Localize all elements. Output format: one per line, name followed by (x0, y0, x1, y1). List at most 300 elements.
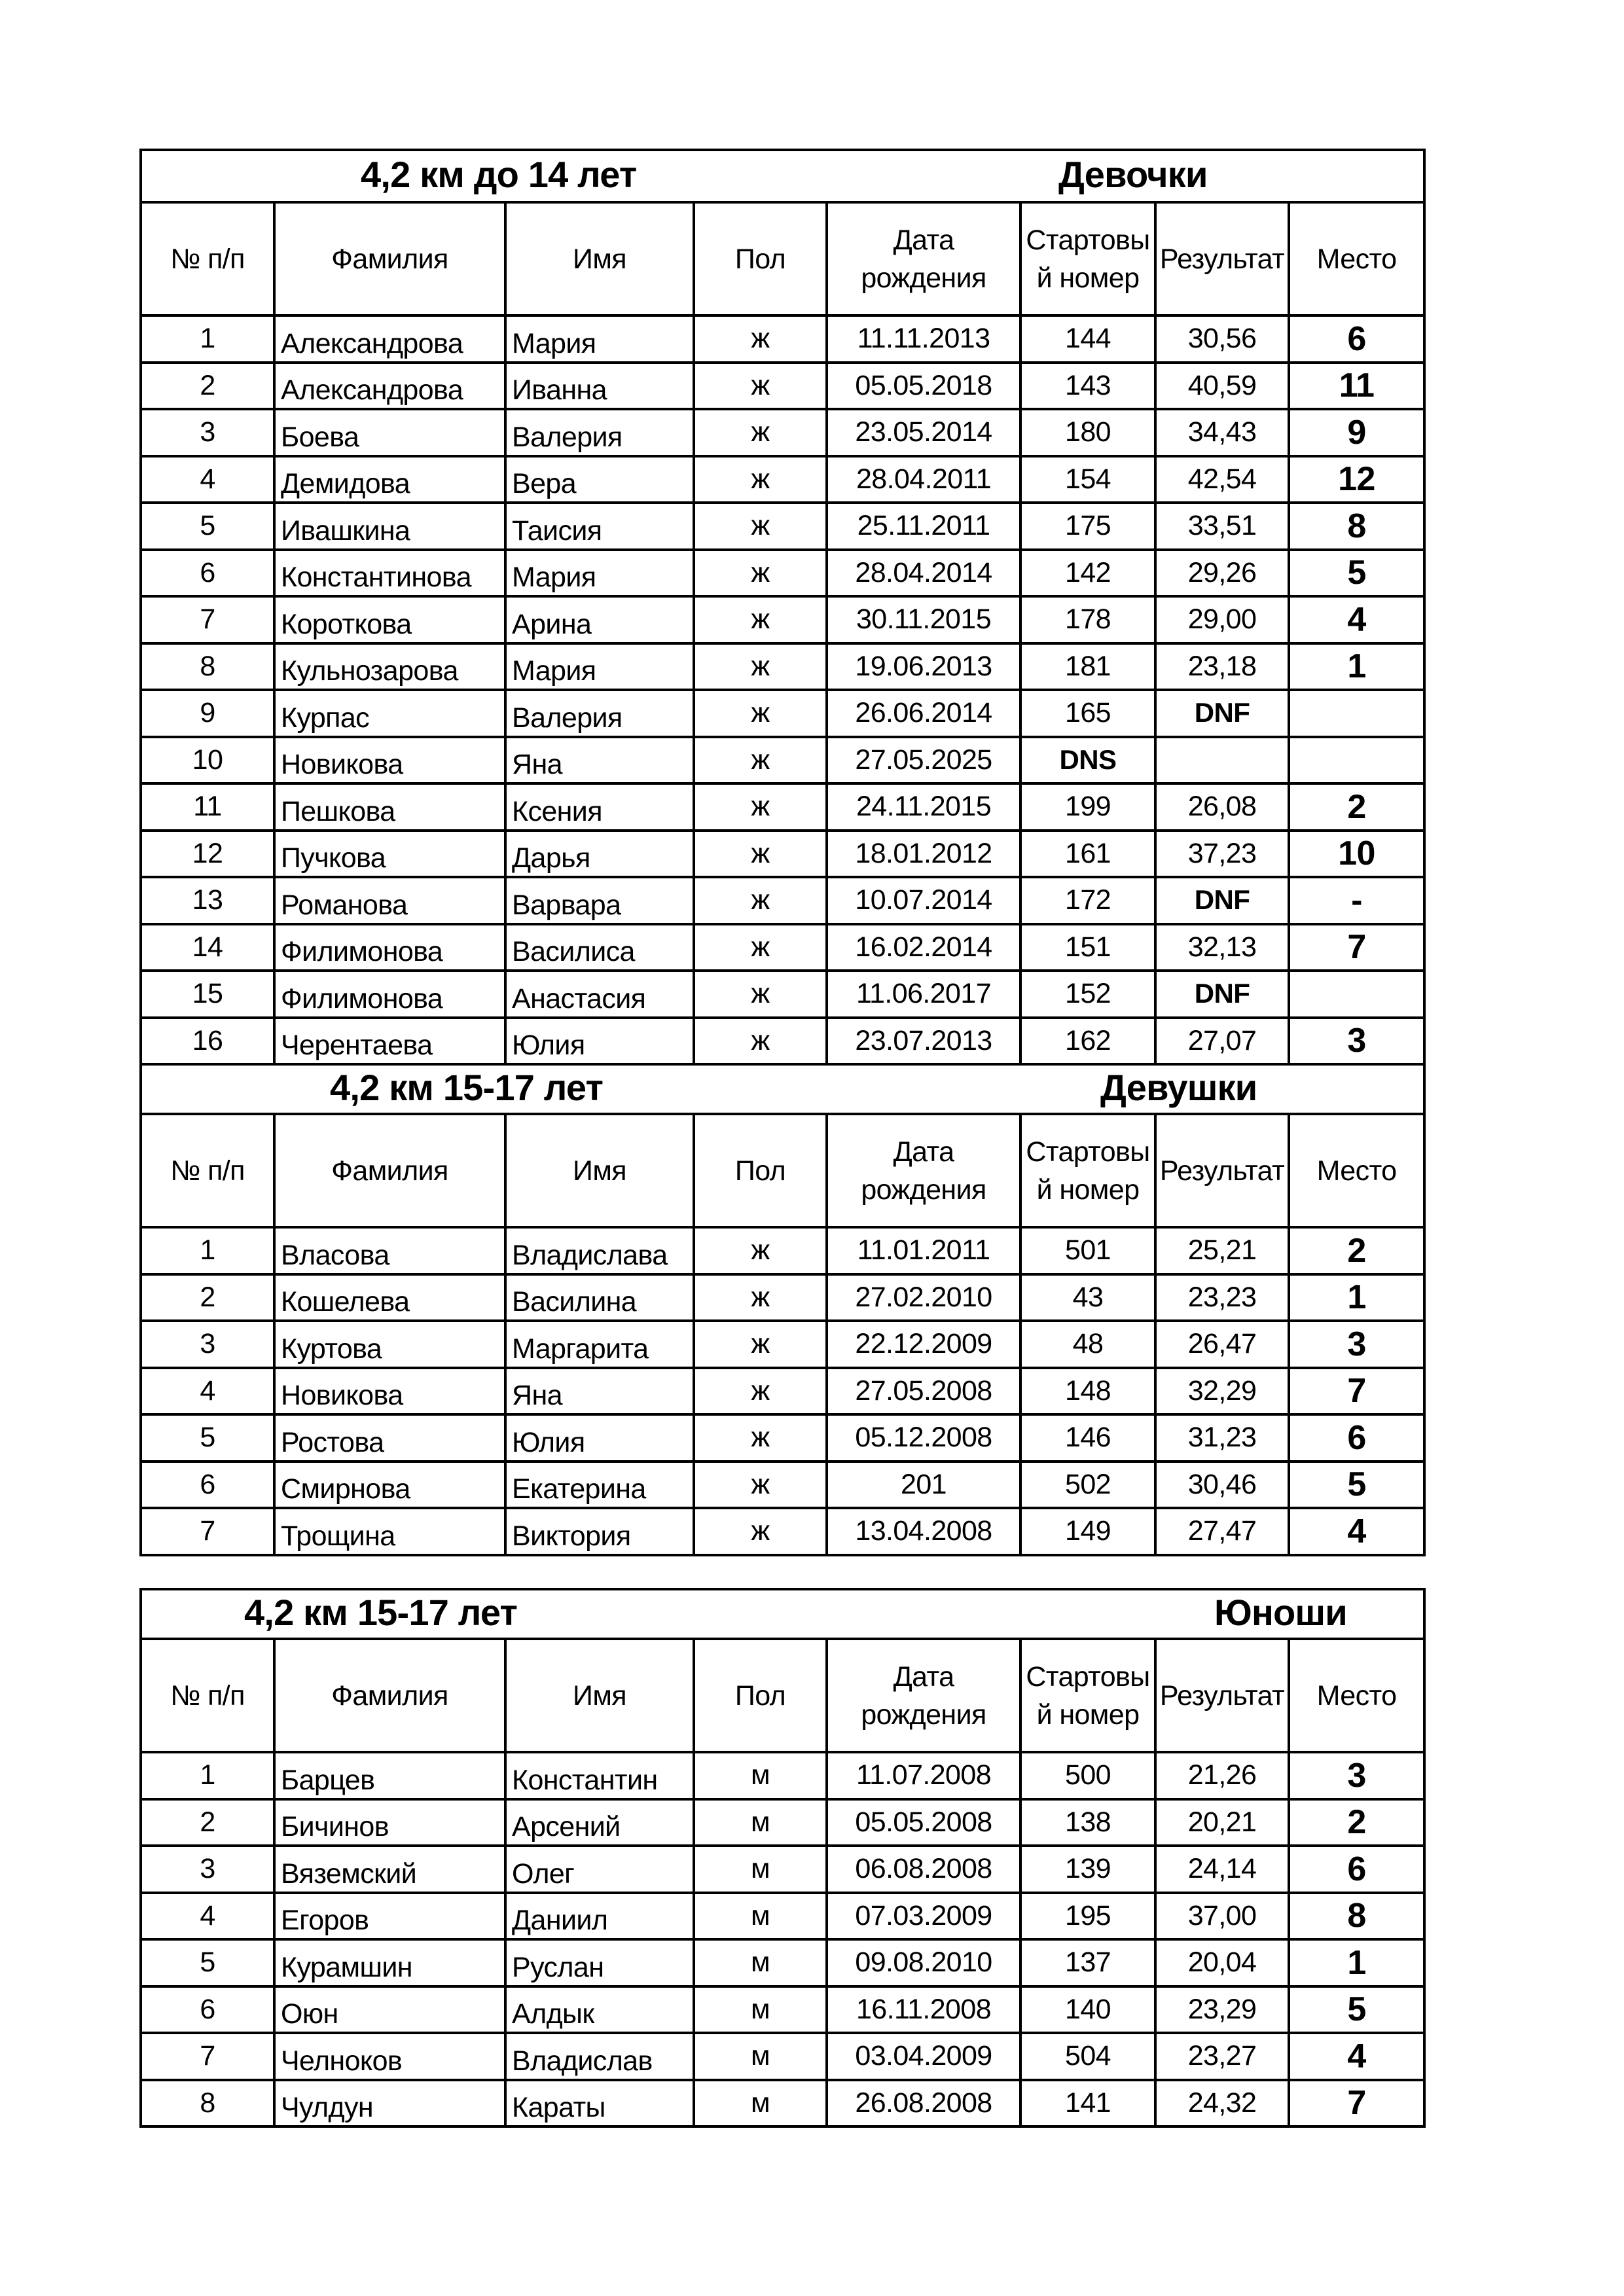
header-name-text: Имя (573, 243, 626, 275)
cell-sex-value: ж (751, 369, 770, 401)
cell-name (505, 1321, 694, 1368)
cell-num (141, 315, 274, 363)
cell-result-value: DNF (1194, 978, 1250, 1009)
header-bib-number-text: й номер (1036, 262, 1140, 294)
cell-num-value: 2 (200, 1806, 215, 1838)
header-bib-number-text: Стартовы (1026, 224, 1150, 256)
cell-num (141, 1939, 274, 1986)
cell-bib-number (1020, 409, 1155, 456)
cell-num (141, 690, 274, 737)
cell-name-value: Ксения (512, 795, 602, 827)
cell-surname-value: Черентаева (281, 1030, 433, 1061)
cell-result-value: 33,51 (1187, 510, 1257, 542)
cell-bib-number (1020, 363, 1155, 410)
cell-result-value: 37,00 (1187, 1899, 1257, 1931)
header-place-text: Место (1316, 243, 1397, 275)
cell-bib-number-value: 161 (1065, 837, 1111, 869)
cell-surname (274, 550, 505, 597)
cell-result (1155, 363, 1289, 410)
cell-surname (274, 409, 505, 456)
cell-sex (694, 363, 827, 410)
cell-surname-value: Новикова (281, 1380, 403, 1411)
cell-bib-number (1020, 971, 1155, 1018)
cell-result (1155, 2080, 1289, 2127)
cell-name-value: Мария (512, 655, 596, 687)
cell-birth-date (827, 690, 1020, 737)
cell-name-value: Арсений (512, 1811, 621, 1842)
cell-name (505, 1368, 694, 1415)
cell-surname (274, 1414, 505, 1462)
header-sex (694, 1114, 827, 1227)
cell-bib-number (1020, 1018, 1155, 1065)
cell-surname (274, 1274, 505, 1321)
cell-place-value: 4 (1347, 2037, 1366, 2075)
cell-name-value: Юлия (512, 1426, 585, 1458)
cell-name-value: Василиса (512, 936, 635, 967)
header-num-text: № п/п (170, 243, 245, 275)
distance-age-title: 4,2 км 15-17 лет (244, 1591, 518, 1633)
cell-bib-number-value: 151 (1065, 931, 1111, 963)
cell-birth-date-value: 27.05.2025 (855, 744, 992, 776)
table-row (141, 1939, 1424, 1986)
cell-sex (694, 409, 827, 456)
cell-bib-number (1020, 1752, 1155, 1799)
cell-num (141, 1799, 274, 1846)
cell-surname-value: Барцев (281, 1764, 375, 1796)
cell-bib-number-value: 140 (1065, 1993, 1111, 2025)
cell-name-value: Маргарита (512, 1333, 649, 1365)
cell-surname-value: Куртова (281, 1333, 382, 1365)
cell-sex (694, 596, 827, 643)
table-title-cell (141, 1589, 1424, 1639)
cell-surname (274, 1227, 505, 1274)
cell-surname-value: Александрова (281, 374, 463, 406)
cell-place (1289, 1939, 1424, 1986)
cell-result-value: 31,23 (1187, 1422, 1257, 1454)
cell-name (505, 363, 694, 410)
cell-result (1155, 550, 1289, 597)
cell-name (505, 1414, 694, 1462)
cell-birth-date (827, 643, 1020, 691)
cell-bib-number (1020, 2033, 1155, 2080)
cell-place (1289, 1321, 1424, 1368)
cell-result-value: 26,08 (1187, 791, 1257, 823)
cell-num (141, 971, 274, 1018)
cell-place-value: 7 (1347, 2084, 1366, 2123)
cell-birth-date-value: 24.11.2015 (856, 791, 992, 823)
cell-result-value: 32,29 (1187, 1374, 1257, 1407)
header-birth-date (827, 1114, 1020, 1227)
header-bib-number-text: Стартовы (1026, 1660, 1150, 1693)
cell-place (1289, 1227, 1424, 1274)
cell-num-value: 5 (200, 1946, 215, 1979)
header-result (1155, 1639, 1289, 1752)
cell-place (1289, 1018, 1424, 1065)
cell-result (1155, 1462, 1289, 1509)
header-sex (694, 1639, 827, 1752)
cell-sex (694, 1799, 827, 1846)
table-row (141, 550, 1424, 597)
cell-surname-value: Ростова (281, 1426, 384, 1458)
cell-surname (274, 456, 505, 503)
cell-sex (694, 315, 827, 363)
cell-birth-date-value: 30.11.2015 (856, 603, 992, 636)
cell-birth-date-value: 22.12.2009 (855, 1328, 992, 1360)
cell-bib-number-value: 152 (1065, 978, 1111, 1010)
cell-bib-number (1020, 456, 1155, 503)
cell-surname (274, 924, 505, 971)
cell-num-value: 11 (193, 791, 222, 823)
cell-name (505, 1018, 694, 1065)
cell-surname (274, 690, 505, 737)
cell-sex (694, 503, 827, 550)
cell-bib-number-value: 500 (1065, 1759, 1111, 1791)
cell-bib-number (1020, 737, 1155, 784)
cell-bib-number (1020, 1414, 1155, 1462)
table-row (141, 971, 1424, 1018)
cell-bib-number-value: 195 (1065, 1899, 1111, 1931)
cell-place (1289, 596, 1424, 643)
cell-sex-value: м (751, 1993, 770, 2025)
cell-birth-date (827, 409, 1020, 456)
cell-place (1289, 409, 1424, 456)
cell-birth-date-value: 26.08.2008 (855, 2087, 992, 2119)
cell-bib-number-value: 138 (1065, 1806, 1111, 1838)
cell-birth-date (827, 1893, 1020, 1940)
cell-name-value: Даниил (512, 1905, 608, 1936)
cell-name (505, 2033, 694, 2080)
header-num-text: № п/п (170, 1155, 245, 1187)
cell-bib-number-value: 175 (1065, 510, 1111, 542)
cell-sex (694, 924, 827, 971)
header-place-text: Место (1316, 1679, 1397, 1712)
cell-sex-value: м (751, 1806, 770, 1838)
cell-sex-value: ж (751, 1515, 770, 1547)
header-place-text: Место (1316, 1155, 1397, 1187)
cell-sex-value: ж (751, 323, 770, 355)
cell-surname-value: Александрова (281, 327, 463, 359)
cell-bib-number (1020, 643, 1155, 691)
cell-place-value: 12 (1338, 460, 1375, 499)
cell-name (505, 550, 694, 597)
cell-bib-number (1020, 1274, 1155, 1321)
cell-result-value: 42,54 (1187, 463, 1257, 495)
cell-result (1155, 1939, 1289, 1986)
cell-place (1289, 1462, 1424, 1509)
cell-birth-date (827, 1462, 1020, 1509)
cell-place-value: 5 (1347, 554, 1366, 592)
cell-bib-number (1020, 1321, 1155, 1368)
cell-birth-date-value: 07.03.2009 (855, 1899, 992, 1931)
cell-name-value: Олег (512, 1857, 575, 1890)
cell-sex-value: ж (751, 744, 770, 776)
cell-num-value: 1 (200, 1759, 215, 1791)
cell-result-value: 29,26 (1187, 556, 1257, 588)
cell-num (141, 1508, 274, 1555)
cell-num-value: 6 (200, 556, 215, 588)
cell-birth-date-value: 26.06.2014 (855, 697, 992, 729)
cell-place-value: 2 (1347, 1803, 1366, 1842)
cell-num-value: 6 (200, 1468, 215, 1500)
header-bib-number-text: Стартовы (1026, 1136, 1150, 1168)
cell-sex-value: ж (751, 556, 770, 588)
group-title: Девушки (1100, 1066, 1257, 1108)
cell-name (505, 783, 694, 831)
cell-num (141, 596, 274, 643)
cell-result-value: DNF (1194, 697, 1250, 728)
cell-sex-value: ж (751, 1422, 770, 1454)
cell-name (505, 643, 694, 691)
cell-name (505, 831, 694, 878)
cell-birth-date (827, 971, 1020, 1018)
cell-surname-value: Трощина (281, 1520, 395, 1552)
cell-num-value: 7 (200, 1515, 215, 1547)
cell-surname-value: Пучкова (281, 842, 386, 874)
header-sex-text: Пол (734, 243, 786, 275)
header-surname (274, 1114, 505, 1227)
cell-surname-value: Власова (281, 1239, 389, 1271)
cell-surname (274, 1986, 505, 2034)
cell-place-value: 9 (1347, 413, 1366, 452)
table-row (141, 456, 1424, 503)
cell-result-value: DNF (1194, 884, 1250, 916)
cell-birth-date-value: 05.12.2008 (855, 1422, 992, 1454)
cell-name-value: Руслан (512, 1951, 604, 1983)
cell-place-value: 5 (1347, 1990, 1366, 2029)
cell-place (1289, 971, 1424, 1018)
cell-sex (694, 456, 827, 503)
cell-num (141, 1321, 274, 1368)
cell-name-value: Таисия (512, 514, 602, 547)
cell-birth-date-value: 27.02.2010 (855, 1281, 992, 1313)
table-row (141, 1414, 1424, 1462)
cell-surname-value: Кульнозарова (281, 655, 458, 687)
table-title-row (141, 1064, 1424, 1114)
cell-birth-date-value: 11.11.2013 (857, 323, 990, 355)
table-row (141, 1274, 1424, 1321)
cell-place (1289, 2033, 1424, 2080)
cell-result (1155, 1752, 1289, 1799)
table-title-cell (141, 1064, 1424, 1114)
table-row (141, 783, 1424, 831)
cell-bib-number-value: 165 (1065, 697, 1111, 729)
cell-place-value: 6 (1347, 319, 1366, 358)
cell-birth-date (827, 1846, 1020, 1893)
cell-birth-date-value: 201 (901, 1468, 947, 1500)
cell-sex (694, 1274, 827, 1321)
cell-place (1289, 503, 1424, 550)
table-row (141, 877, 1424, 924)
cell-surname-value: Бичинов (281, 1811, 389, 1842)
cell-bib-number-value: 199 (1065, 791, 1111, 823)
cell-birth-date-value: 09.08.2010 (855, 1946, 992, 1979)
cell-birth-date (827, 783, 1020, 831)
cell-place-value: 7 (1347, 1372, 1366, 1410)
cell-result-value: 27,47 (1187, 1515, 1257, 1547)
cell-bib-number-value: 141 (1065, 2087, 1111, 2119)
results-table-boys-15-17 (139, 1588, 1426, 2128)
table-title-row (141, 1589, 1424, 1639)
cell-num-value: 7 (200, 603, 215, 636)
cell-birth-date-value: 16.11.2008 (856, 1993, 992, 2025)
cell-place (1289, 643, 1424, 691)
cell-result-value: 30,56 (1187, 323, 1257, 355)
cell-place-value: 6 (1347, 1418, 1366, 1457)
cell-result-value: 21,26 (1187, 1759, 1257, 1791)
cell-sex-value: ж (751, 978, 770, 1010)
header-result-text: Результат (1159, 243, 1285, 275)
cell-place (1289, 877, 1424, 924)
cell-num (141, 877, 274, 924)
cell-result (1155, 1274, 1289, 1321)
cell-num-value: 8 (200, 2087, 215, 2119)
cell-bib-number (1020, 1227, 1155, 1274)
cell-surname-value: Оюн (281, 1998, 338, 2030)
cell-birth-date-value: 06.08.2008 (855, 1853, 992, 1885)
cell-name (505, 1274, 694, 1321)
cell-bib-number-value: 502 (1065, 1468, 1111, 1500)
cell-name (505, 877, 694, 924)
cell-birth-date (827, 1274, 1020, 1321)
cell-sex (694, 877, 827, 924)
cell-num (141, 1846, 274, 1893)
cell-bib-number-value: 143 (1065, 369, 1111, 401)
header-surname (274, 202, 505, 315)
cell-birth-date-value: 28.04.2014 (855, 556, 992, 588)
cell-surname-value: Константинова (281, 562, 471, 593)
cell-result-value: 23,18 (1187, 650, 1257, 682)
cell-num (141, 1274, 274, 1321)
cell-surname (274, 1508, 505, 1555)
cell-birth-date (827, 1508, 1020, 1555)
cell-result (1155, 315, 1289, 363)
cell-place-value: 2 (1347, 1231, 1366, 1270)
cell-sex (694, 1846, 827, 1893)
cell-sex (694, 550, 827, 597)
cell-num-value: 9 (200, 697, 215, 729)
cell-name-value: Арина (512, 608, 592, 640)
cell-sex-value: ж (751, 416, 770, 448)
header-surname-text: Фамилия (331, 1155, 448, 1187)
cell-birth-date (827, 596, 1020, 643)
header-name (505, 202, 694, 315)
cell-sex-value: ж (751, 1281, 770, 1313)
cell-place (1289, 363, 1424, 410)
results-table-girls-under-14-and-15-17 (139, 149, 1426, 1556)
cell-bib-number (1020, 1939, 1155, 1986)
cell-name-value: Владислава (512, 1239, 668, 1271)
cell-sex-value: м (751, 2040, 770, 2072)
cell-bib-number (1020, 1846, 1155, 1893)
header-surname (274, 1639, 505, 1752)
cell-sex-value: ж (751, 931, 770, 963)
cell-result (1155, 1018, 1289, 1065)
cell-place-value: 8 (1347, 1897, 1366, 1935)
cell-bib-number (1020, 1462, 1155, 1509)
cell-result (1155, 643, 1289, 691)
cell-surname-value: Вяземский (281, 1857, 417, 1890)
cell-num-value: 5 (200, 510, 215, 542)
cell-num-value: 15 (192, 978, 223, 1010)
cell-birth-date (827, 1368, 1020, 1415)
table-row (141, 596, 1424, 643)
cell-bib-number (1020, 877, 1155, 924)
table-row (141, 1846, 1424, 1893)
table-row (141, 409, 1424, 456)
cell-bib-number-value: 178 (1065, 603, 1111, 636)
cell-sex-value: ж (751, 837, 770, 869)
cell-bib-number-value: 180 (1065, 416, 1111, 448)
cell-num-value: 7 (200, 2040, 215, 2072)
cell-name (505, 690, 694, 737)
cell-bib-number (1020, 550, 1155, 597)
cell-name (505, 1508, 694, 1555)
cell-surname-value: Челноков (281, 2045, 403, 2077)
cell-num-value: 3 (200, 1328, 215, 1360)
cell-place (1289, 315, 1424, 363)
cell-num-value: 5 (200, 1422, 215, 1454)
cell-bib-number (1020, 690, 1155, 737)
header-birth-date-text: Дата (893, 1136, 954, 1168)
cell-birth-date (827, 550, 1020, 597)
cell-place-value: 11 (1339, 367, 1375, 405)
cell-sex-value: м (751, 1899, 770, 1931)
cell-surname (274, 971, 505, 1018)
cell-birth-date (827, 1986, 1020, 2034)
header-bib-number (1020, 202, 1155, 315)
cell-sex (694, 1986, 827, 2034)
header-sex (694, 202, 827, 315)
cell-num-value: 2 (200, 369, 215, 401)
cell-place-value: 2 (1347, 787, 1366, 826)
cell-sex-value: ж (751, 791, 770, 823)
header-sex-text: Пол (734, 1155, 786, 1187)
cell-num (141, 2033, 274, 2080)
cell-surname-value: Демидова (281, 468, 410, 499)
cell-name (505, 1939, 694, 1986)
cell-num-value: 8 (200, 650, 215, 682)
table-row (141, 503, 1424, 550)
cell-name-value: Екатерина (512, 1473, 646, 1505)
cell-sex (694, 1018, 827, 1065)
cell-birth-date (827, 456, 1020, 503)
cell-place-value: 5 (1347, 1465, 1366, 1504)
cell-num-value: 14 (192, 931, 223, 963)
cell-result (1155, 1846, 1289, 1893)
table-row (141, 831, 1424, 878)
distance-age-title: 4,2 км 15-17 лет (330, 1066, 604, 1108)
cell-result (1155, 1508, 1289, 1555)
cell-result-value: 25,21 (1187, 1234, 1257, 1266)
cell-result (1155, 1799, 1289, 1846)
cell-num (141, 831, 274, 878)
cell-num (141, 409, 274, 456)
cell-surname (274, 1893, 505, 1940)
cell-sex (694, 1939, 827, 1986)
cell-bib-number (1020, 1986, 1155, 2034)
cell-sex (694, 1462, 827, 1509)
header-birth-date-text: Дата (893, 224, 954, 256)
cell-bib-number-value: 139 (1065, 1853, 1111, 1885)
cell-surname (274, 1462, 505, 1509)
cell-result (1155, 1893, 1289, 1940)
cell-place-value: 3 (1347, 1325, 1366, 1363)
cell-place-value: 8 (1347, 507, 1366, 545)
cell-surname (274, 877, 505, 924)
cell-num (141, 1462, 274, 1509)
cell-result (1155, 409, 1289, 456)
cell-bib-number (1020, 503, 1155, 550)
